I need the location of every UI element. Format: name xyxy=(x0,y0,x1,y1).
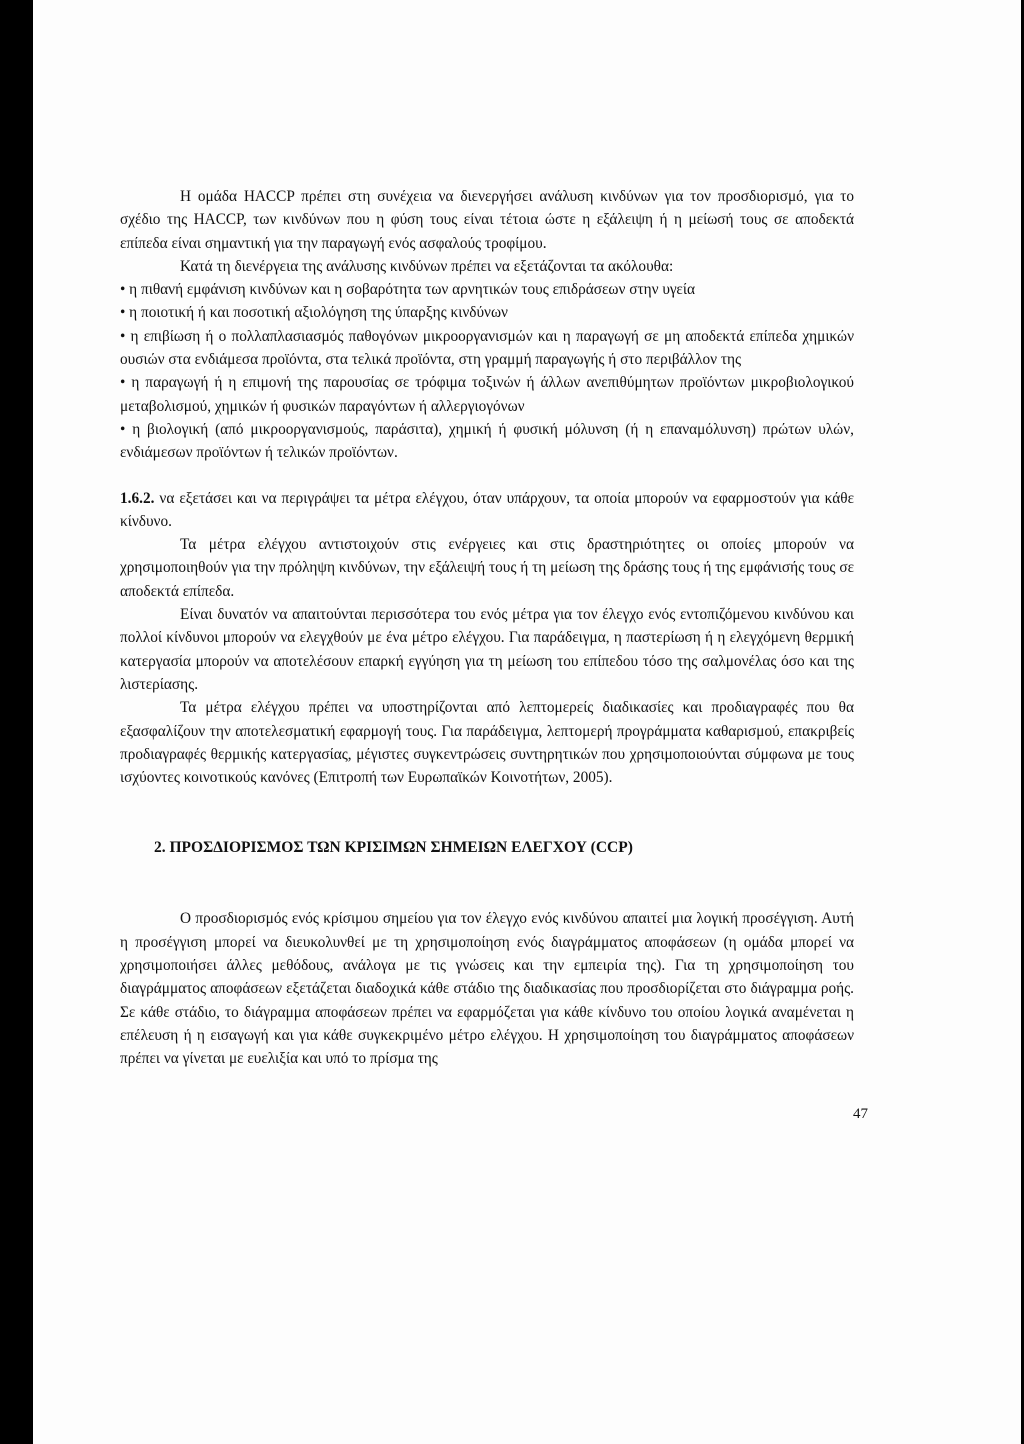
spacer xyxy=(120,465,854,487)
analysis-intro-paragraph: Κατά τη διενέργεια της ανάλυσης κινδύνων πρέπει να εξετάζονται τα ακόλουθα: xyxy=(180,257,674,275)
step-paragraph xyxy=(120,487,854,534)
step-number: 1.6.2. xyxy=(120,489,155,507)
spacer xyxy=(120,859,854,907)
control-measures-paragraph: Είναι δυνατόν να απαιτούνται περισσότερα του ενός μέτρα για τον έλεγχο ενός εντοπιζόμενου κινδύνου και πολλοί κίνδυνοι μπορούν να ελεγχθούν με ένα μέτρο ελέγχου. Για παράδειγμα, η παστερίωση ή η ελεγχόμενη θερμική κατεργασία μπορούν να αποτελέσουν επαρκή εγγύηση για τη μείωση του επίπεδου τόσο της σαλμονέλας όσο και της λιστερίασης. xyxy=(120,606,854,693)
page-number: 47 xyxy=(853,1106,868,1122)
step-text: να εξετάσει και να περιγράψει τα μέτρα ελέγχου, όταν υπάρχουν, τα οποία μπορούν να εφαρμοστούν για κάθε κίνδυνο. xyxy=(120,489,854,530)
page-content xyxy=(120,185,854,1071)
control-measures-paragraph: Τα μέτρα ελέγχου αντιστοιχούν στις ενέργειες και στις δραστηριότητες οι οποίες μπορούν να χρησιμοποιηθούν για την πρόληψη κινδύνων, την εξάλειψή τους ή τη μείωση της δράσης τους ή της εμφάνισής τους σε αποδεκτά επίπεδα. xyxy=(120,536,854,600)
intro-paragraph: Η ομάδα HACCP πρέπει στη συνέχεια να διενεργήσει ανάλυση κινδύνων για τον προσδιορισμό, για το σχέδιο της HACCP, των κινδύνων που η φύση τους είναι τέτοια ώστε η εξάλειψη ή η μείωσή τους σε αποδεκτά επίπεδα είναι σημαντική για την παραγωγή ενός ασφαλούς τροφίμου. xyxy=(120,188,854,252)
ccp-paragraph: Ο προσδιορισμός ενός κρίσιμου σημείου για τον έλεγχο ενός κινδύνου απαιτεί μια λογική προσέγγιση. Αυτή η προσέγγιση μπορεί να διευκολυνθεί με τη χρησιμοποίηση ενός διαγράμματος αποφάσεων (η ομάδα μπορεί να χρησιμοποιήσει άλλες μεθόδους, ανάλογα με τις γνώσεις και την εμπειρία της). Για τη χρησιμοποίηση του διαγράμματος αποφάσεων εξετάζεται διαδοχικά κάθε στάδιο της διαδικασίας που προσδιορίζεται στο διάγραμμα ροής. Σε κάθε στάδιο, το διάγραμμα αποφάσεων πρέπει να εφαρμόζεται για κάθε κίνδυνο του οποίου λογικά αναμένεται η επέλευση ή η εισαγωγή και για κάθε συγκεκριμένο μέτρο ελέγχου. Η χρησιμοποίηση του διαγράμματος αποφάσεων πρέπει να γίνεται με ευελιξία και υπό το πρίσμα της xyxy=(120,910,854,1068)
bullet-item: • η πιθανή εμφάνιση κινδύνων και η σοβαρότητα των αρνητικών τους επιδράσεων στην υγεία xyxy=(120,281,695,299)
bullet-item: • η βιολογική (από μικροοργανισμούς, παράσιτα), χημική ή φυσική μόλυνση (ή η επαναμόλυνση) πρώτων υλών, ενδιάμεσων προϊόντων ή τελικών προϊόντων. xyxy=(120,420,854,462)
spacer xyxy=(120,789,854,836)
document-page xyxy=(33,0,1021,1444)
bullet-item: • η ποιοτική ή και ποσοτική αξιολόγηση της ύπαρξης κινδύνων xyxy=(120,304,508,322)
scan-edge-line xyxy=(10,0,11,1444)
scan-edge-line xyxy=(3,0,4,1444)
control-measures-paragraph: Τα μέτρα ελέγχου πρέπει να υποστηρίζονται από λεπτομερείς διαδικασίες και προδιαγραφές που θα εξασφαλίζουν την αποτελεσματική εφαρμογή τους. Για παράδειγμα, λεπτομερή προγράμματα καθαρισμού, επακριβείς προδιαγραφές θερμικής κατεργασίας, μέγιστες συγκεντρώσεις συντηρητικών που χρησιμοποιούνται σύμφωνα με τους ισχύοντες κοινοτικούς κανόνες (Επιτροπή των Ευρωπαϊκών Κοινοτήτων, 2005). xyxy=(120,699,854,787)
section-heading: 2. ΠΡΟΣΔΙΟΡΙΣΜΟΣ ΤΩΝ ΚΡΙΣΙΜΩΝ ΣΗΜΕΙΩΝ ΕΛΕΓΧΟΥ (CCP) xyxy=(154,839,633,857)
bullet-item: • η παραγωγή ή η επιμονή της παρουσίας σε τρόφιμα τοξινών ή άλλων ανεπιθύμητων προϊόντων μικροβιολογικού μεταβολισμού, χημικών ή φυσικών παραγόντων ή αλλεργιογόνων xyxy=(120,374,854,415)
bullet-item: • η επιβίωση ή ο πολλαπλασιασμός παθογόνων μικροοργανισμών και η παραγωγή σε μη αποδεκτά επίπεδα χημικών ουσιών στα ενδιάμεσα προϊόντα, στα τελικά προϊόντα, στη γραμμή παραγωγής ή στο περιβάλλον της xyxy=(120,327,854,369)
